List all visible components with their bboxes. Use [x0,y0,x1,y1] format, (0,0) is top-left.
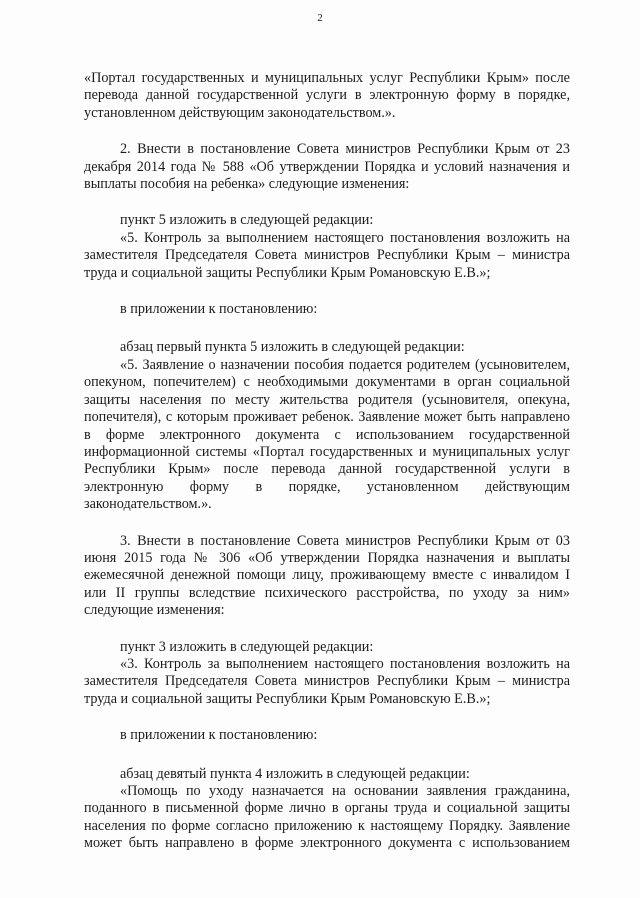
paragraph-portal-continuation: «Портал государственных и муниципальных услуг Республики Крым» после перевода данной государственной услуги в электронную форму в порядке, установленном действующим законодательством.». [84,70,570,121]
document-body [84,70,570,853]
paragraph-annex-intro-2: в приложении к постановлению: [120,727,318,744]
page-number: 2 [317,12,323,24]
paragraph-application-text: «5. Заявление о назначении пособия подается родителем (усыновителем, опекуном, попечителем) с необходимыми документами в орган социальной защиты населения по месту жительства родителя (усыновителя, опекуна, попечителя), с которым проживает ребенок. Заявление может быть направлено в форме электронного документа с использованием государственной информационной системы «Портал государственных и муниципальных услуг Республики Крым» после перевода данной государственной услуги в электронную форму в порядке, установленном действующим законодательством.». [84,356,570,513]
paragraph-annex-intro-1: в приложении к постановлению: [120,301,318,318]
paragraph-clause-5-intro: пункт 5 изложить в следующей редакции: [120,212,374,229]
paragraph-item-3: 3. Внести в постановление Совета министров Республики Крым от 03 июня 2015 года № 306 «Об утверждении Порядка назначения и выплаты ежемесячной денежной помощи лицу, проживающему вместе с инвалидом I или II группы вследствие психического расстройства, по уходу за ним» следующие изменения: [84,532,570,619]
paragraph-first-para-intro: абзац первый пункта 5 изложить в следующей редакции: [120,339,465,356]
paragraph-ninth-para-intro: абзац девятый пункта 4 изложить в следующей редакции: [120,765,470,782]
paragraph-clause-3-intro: пункт 3 изложить в следующей редакции: [120,638,374,655]
paragraph-item-2: 2. Внести в постановление Совета министров Республики Крым от 23 декабря 2014 года № 588 «Об утверждении Порядка и условий назначения и выплаты пособия на ребенка» следующие изменения: [84,141,570,193]
paragraph-clause-5-text: «5. Контроль за выполнением настоящего постановления возложить на заместителя Председателя Совета министров Республики Крым – министра труда и социальной защиты Республики Крым Романовскую Е.В.»; [84,229,570,281]
paragraph-care-assistance-text: «Помощь по уходу назначается на основании заявления гражданина, поданного в письменной форме лично в органы труда и социальной защиты населения по форме согласно приложению к настоящему Порядку. Заявление может быть направлено в форме электронного документа с использованием [84,783,570,852]
paragraph-clause-3-text: «3. Контроль за выполнением настоящего постановления возложить на заместителя Председателя Совета министров Республики Крым – министра труда и социальной защиты Республики Крым Романовскую Е.В.»; [84,655,570,707]
